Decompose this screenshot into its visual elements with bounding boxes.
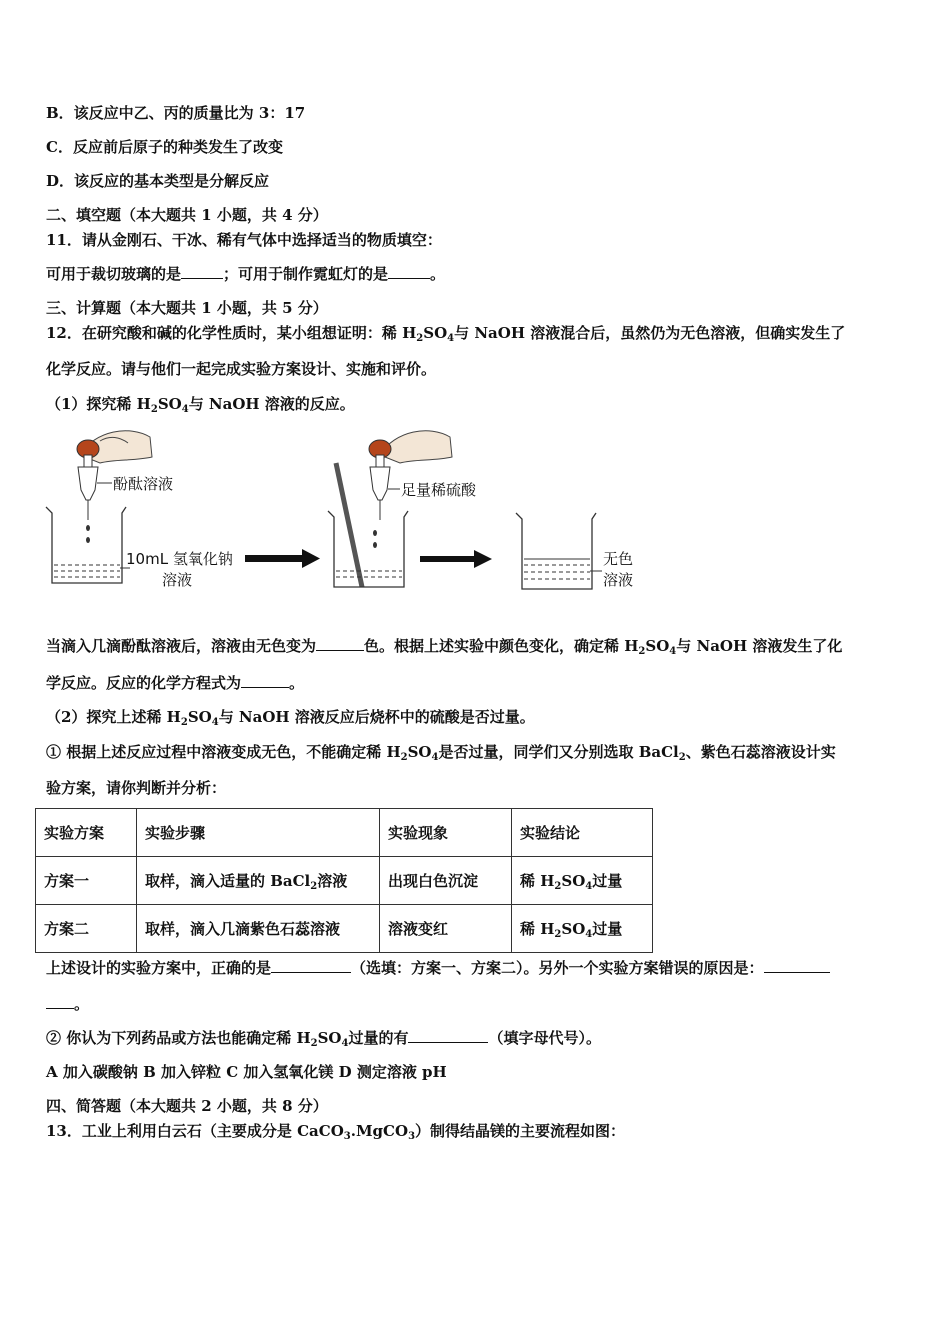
text: SO — [423, 324, 448, 342]
circle-1-line-2: 验方案，请你判断并分析： — [46, 779, 227, 797]
text: SO — [561, 920, 586, 938]
text: 当滴入几滴酚酞溶液后，溶液由无色变为 — [46, 637, 317, 655]
q11-text-3: 。 — [430, 265, 446, 283]
table-cell: 出现白色沉淀 — [380, 857, 512, 905]
text: SO — [317, 1029, 342, 1047]
subscript: 4 — [585, 929, 593, 940]
answer-choices: A 加入碳酸钠 B 加入锌粒 C 加入氢氧化镁 D 测定溶液 pH — [46, 1063, 447, 1081]
subscript: 2 — [638, 646, 646, 657]
observation-line-2 — [46, 673, 304, 693]
circle-1-line-1 — [46, 742, 836, 762]
text: （选填：方案一、方案二）。另外一个实验方案错误的原因是： — [351, 959, 764, 977]
text: .MgCO — [350, 1122, 409, 1140]
observation-line-1 — [46, 636, 842, 656]
section-3-heading: 三、计算题（本大题共 1 小题，共 5 分） — [46, 299, 328, 317]
text: SO — [407, 743, 432, 761]
text: 12．在研究酸和碱的化学性质时，某小组想证明：稀 H — [46, 324, 417, 342]
subscript: 3 — [343, 1131, 351, 1142]
table-header: 实验步骤 — [137, 809, 380, 857]
text: 是否过量，同学们又分别选取 BaCl — [438, 743, 679, 761]
text: 上述设计的实验方案中，正确的是 — [46, 959, 272, 977]
option-c: C．反应前后原子的种类发生了改变 — [46, 138, 283, 156]
text: （2）探究上述稀 H — [46, 708, 181, 726]
question-12-line-1 — [46, 323, 845, 343]
answer-blank[interactable] — [271, 958, 351, 973]
answer-blank[interactable] — [408, 1028, 488, 1043]
table-cell — [512, 857, 653, 905]
option-b: B．该反应中乙、丙的质量比为 3：17 — [46, 104, 306, 122]
table-header: 实验方案 — [36, 809, 137, 857]
section-2-heading: 二、填空题（本大题共 1 小题，共 4 分） — [46, 206, 328, 224]
subscript: 4 — [585, 881, 593, 892]
subscript: 4 — [211, 717, 219, 728]
after-table-line-2 — [46, 994, 89, 1014]
text: ）制得结晶镁的主要流程如图： — [415, 1122, 626, 1140]
beaker-icon — [516, 513, 596, 589]
text: 与 NaOH 溶液反应后烧杯中的硫酸是否过量。 — [218, 708, 535, 726]
text: 与 NaOH 溶液混合后，虽然仍为无色溶液，但确实发生了 — [454, 324, 846, 342]
subscript: 4 — [447, 333, 455, 344]
subscript: 2 — [180, 717, 188, 728]
subscript: 2 — [310, 1038, 318, 1049]
beaker-icon — [46, 507, 126, 583]
option-d: D．该反应的基本类型是分解反应 — [46, 172, 270, 190]
part-1-heading — [46, 394, 355, 414]
q11-text-2: ；可用于制作霓虹灯的是 — [223, 265, 389, 283]
text: 色。根据上述实验中颜色变化，确定稀 H — [364, 637, 639, 655]
table-row — [36, 905, 653, 953]
question-12-line-2: 化学反应。请与他们一起完成实验方案设计、实施和评价。 — [46, 360, 437, 378]
text: （填字母代号）。 — [488, 1029, 601, 1047]
experiment-table — [35, 808, 653, 953]
label-naoh-2: 溶液 — [162, 571, 193, 589]
text: 溶液 — [317, 872, 348, 890]
text: 、紫色石蕊溶液设计实 — [685, 743, 836, 761]
subscript: 4 — [341, 1038, 349, 1049]
text: SO — [561, 872, 586, 890]
question-11-blanks — [46, 264, 445, 284]
text: 与 NaOH 溶液发生了化 — [676, 637, 843, 655]
text: 学反应。反应的化学方程式为 — [46, 674, 242, 692]
subscript: 2 — [416, 333, 424, 344]
question-11: 11．请从金刚石、干冰、稀有气体中选择适当的物质填空： — [46, 231, 442, 249]
text: SO — [157, 395, 182, 413]
subscript: 2 — [150, 404, 158, 415]
arrow-right-icon — [245, 549, 320, 568]
table-header: 实验结论 — [512, 809, 653, 857]
text: 与 NaOH 溶液的反应。 — [188, 395, 355, 413]
q11-text-1: 可用于裁切玻璃的是 — [46, 265, 182, 283]
subscript: 4 — [181, 404, 189, 415]
label-naoh-1: 10mL 氢氧化钠 — [126, 550, 233, 568]
experiment-diagram — [40, 425, 660, 605]
table-cell: 取样，滴入几滴紫色石蕊溶液 — [137, 905, 380, 953]
answer-blank[interactable] — [241, 673, 289, 688]
answer-blank[interactable] — [388, 264, 430, 279]
part-2-heading — [46, 707, 535, 727]
arrow-right-icon — [420, 550, 492, 568]
text: SO — [645, 637, 670, 655]
text: 稀 H — [520, 920, 555, 938]
beaker-icon — [328, 511, 408, 587]
answer-blank[interactable] — [181, 264, 223, 279]
subscript: 4 — [669, 646, 677, 657]
subscript: 2 — [678, 752, 686, 763]
text: 取样，滴入适量的 BaCl — [145, 872, 311, 890]
text: SO — [187, 708, 212, 726]
text: 稀 H — [520, 872, 555, 890]
subscript: 2 — [554, 929, 562, 940]
question-13 — [46, 1121, 625, 1141]
table-cell: 方案二 — [36, 905, 137, 953]
circle-2-line — [46, 1028, 601, 1048]
subscript: 2 — [400, 752, 408, 763]
label-sulfuric-acid: 足量稀硫酸 — [401, 481, 477, 499]
label-phenolphthalein: 酚酞溶液 — [113, 475, 174, 493]
table-row — [36, 857, 653, 905]
text: ② 你认为下列药品或方法也能确定稀 H — [46, 1029, 311, 1047]
subscript: 2 — [310, 881, 318, 892]
text: 过量 — [592, 872, 623, 890]
table-header-row — [36, 809, 653, 857]
table-cell — [137, 857, 380, 905]
after-table-line-1 — [46, 958, 830, 978]
table-cell: 溶液变红 — [380, 905, 512, 953]
text: 13．工业上利用白云石（主要成分是 CaCO — [46, 1122, 344, 1140]
subscript: 4 — [431, 752, 439, 763]
text: ① 根据上述反应过程中溶液变成无色，不能确定稀 H — [46, 743, 401, 761]
text: （1）探究稀 H — [46, 395, 151, 413]
text: 过量 — [592, 920, 623, 938]
table-cell: 方案一 — [36, 857, 137, 905]
section-4-heading: 四、简答题（本大题共 2 小题，共 8 分） — [46, 1097, 328, 1115]
answer-blank[interactable] — [764, 958, 830, 973]
table-cell — [512, 905, 653, 953]
text: 过量的有 — [348, 1029, 409, 1047]
subscript: 3 — [408, 1131, 416, 1142]
answer-blank[interactable] — [316, 636, 364, 651]
table-header: 实验现象 — [380, 809, 512, 857]
text: 。 — [289, 674, 305, 692]
dropper-icon — [77, 440, 99, 543]
subscript: 2 — [554, 881, 562, 892]
answer-blank[interactable] — [46, 994, 74, 1009]
label-result-1: 无色 — [603, 550, 634, 568]
label-result-2: 溶液 — [603, 571, 634, 589]
glass-rod-icon — [336, 463, 362, 587]
text: 。 — [74, 995, 90, 1013]
